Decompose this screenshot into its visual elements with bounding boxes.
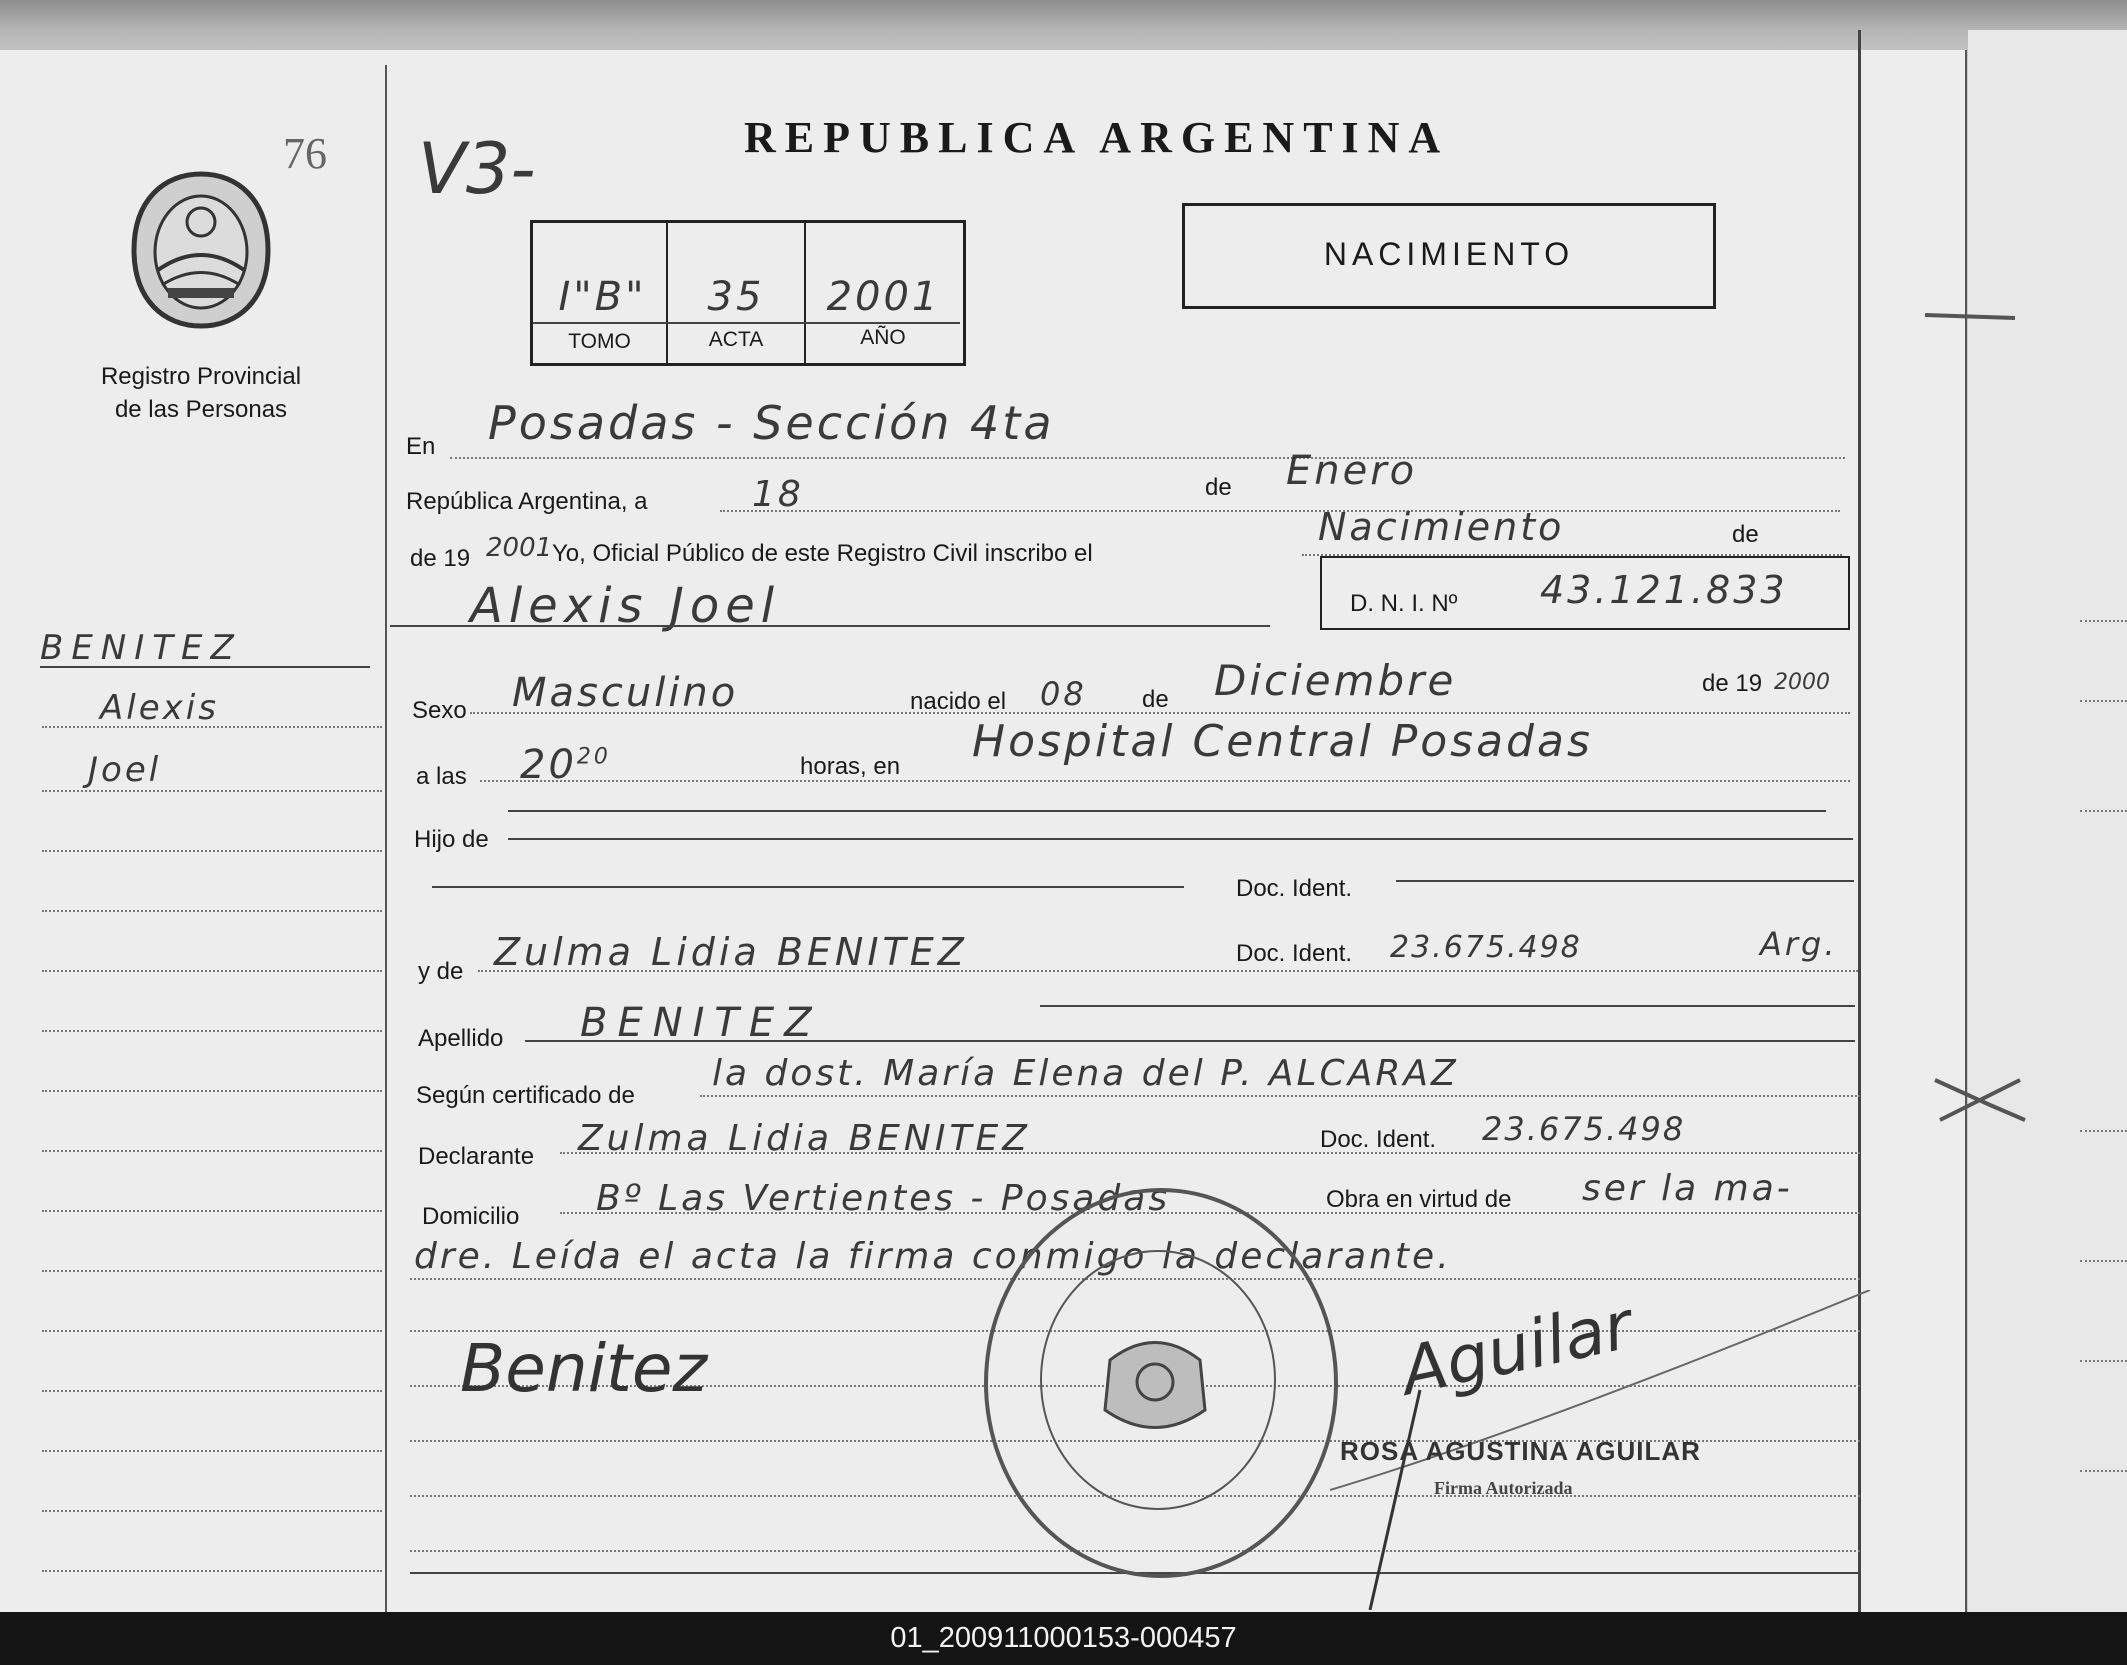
image-code: 01_200911000153-000457 (890, 1622, 1237, 1654)
mother-nationality: Arg. (1760, 925, 1838, 963)
apellido-value: BENITEZ (580, 1000, 822, 1046)
doc-ident-label-2: Doc. Ident. (1236, 940, 1353, 967)
form-line (478, 970, 1858, 972)
stub-line (42, 1210, 382, 1212)
declarante-value: Zulma Lidia BENITEZ (578, 1118, 1031, 1159)
obra-label: Obra en virtud de (1326, 1186, 1512, 1213)
month-value: Enero (1286, 448, 1418, 494)
next-page-line (2080, 620, 2127, 622)
sexo-label: Sexo (412, 697, 467, 724)
act-value: Nacimiento (1318, 505, 1565, 549)
mother-name: Zulma Lidia BENITEZ (494, 930, 968, 974)
form-line (508, 810, 1826, 812)
de-label-3: de (1142, 686, 1169, 713)
acta-value: 35 (707, 274, 765, 320)
form-line (432, 886, 1184, 888)
segun-label: Según certificado de (416, 1082, 635, 1109)
form-line (1396, 880, 1854, 882)
stub-line (42, 1030, 382, 1032)
hour-number: 20 (520, 742, 577, 788)
ano-label: AÑO (860, 326, 906, 349)
next-page-line (2080, 1470, 2127, 1472)
stub-line (42, 1510, 382, 1512)
dni-value: 43.121.833 (1540, 568, 1788, 612)
birth-place: Hospital Central Posadas (972, 716, 1593, 767)
registry-line-2: de las Personas (114, 396, 288, 423)
form-line (560, 1152, 1860, 1154)
stub-line (42, 1390, 382, 1392)
record-type: NACIMIENTO (1323, 236, 1575, 272)
day-value: 18 (752, 474, 804, 515)
acta-label: ACTA (708, 328, 764, 351)
sexo-value: Masculino (512, 670, 739, 716)
province-seal-icon (128, 170, 274, 330)
stamp-emblem-icon (1090, 1320, 1220, 1450)
republica-label: República Argentina, a (406, 488, 648, 515)
declarante-label: Declarante (418, 1143, 535, 1170)
continuation-text: dre. Leída el acta la firma conmigo la declarante. (414, 1236, 1452, 1277)
obra-value: ser la ma- (1582, 1168, 1793, 1209)
officer-text: Yo, Oficial Público de este Registro Civil inscribo el (552, 540, 1093, 567)
stub-line (42, 1090, 382, 1092)
officer-name: ROSA AGUSTINA AGUILAR (1340, 1436, 1701, 1466)
stub-line (40, 666, 370, 668)
birth-day: 08 (1040, 675, 1087, 713)
page-number: 76 (283, 129, 327, 178)
registry-name (86, 360, 316, 426)
country-title: REPUBLICA ARGENTINA (744, 113, 1450, 162)
form-line (390, 625, 1270, 627)
next-page-line (2080, 810, 2127, 812)
binding-thread-icon (1920, 300, 2020, 330)
form-line (450, 457, 1845, 459)
domicilio-label: Domicilio (422, 1203, 520, 1230)
next-page-line (2080, 1130, 2127, 1132)
domicilio-value: Bº Las Vertientes - Posadas (596, 1178, 1171, 1219)
declarant-signature: Benitez (460, 1330, 708, 1407)
de19-label: de 19 (1702, 670, 1763, 697)
nacido-label: nacido el (910, 688, 1007, 715)
stub-divider (385, 65, 387, 1612)
form-line (720, 510, 1840, 512)
stub-line (42, 1150, 382, 1152)
alas-label: a las (416, 763, 467, 790)
binding-thread-icon (1930, 1075, 2030, 1125)
place-value: Posadas - Sección 4ta (488, 396, 1055, 450)
form-line (470, 712, 1850, 714)
officer-signature: Aguilar (1394, 1286, 1639, 1411)
en-label: En (406, 433, 436, 460)
table-divider (533, 322, 960, 324)
mother-doc: 23.675.498 (1390, 930, 1582, 965)
form-line (525, 1040, 1855, 1042)
stub-line (42, 1330, 382, 1332)
image-caption-bar (0, 1612, 2127, 1665)
year-value: 2001 (486, 533, 553, 563)
form-line (480, 780, 1850, 782)
yde-label: y de (418, 958, 464, 985)
doc-ident-label-3: Doc. Ident. (1320, 1126, 1437, 1153)
stub-line (42, 1270, 382, 1272)
next-page-edge (1968, 30, 2127, 1612)
doc-ident-label: Doc. Ident. (1236, 875, 1353, 902)
de-label: de (1205, 474, 1232, 501)
birth-year: 2000 (1774, 670, 1830, 695)
next-page-line (2080, 1260, 2127, 1262)
form-line (700, 1095, 1860, 1097)
form-line (508, 838, 1853, 840)
de-year-label: de 19 (410, 545, 471, 572)
stub-line (42, 1570, 382, 1572)
stub-line (42, 790, 382, 792)
stub-given-1: Alexis (100, 688, 219, 728)
dni-label: D. N. I. Nº (1350, 590, 1458, 617)
stub-surname: BENITEZ (40, 628, 242, 668)
ano-value: 2001 (826, 274, 941, 320)
stub-given-2: Joel (88, 750, 162, 790)
stub-line (42, 850, 382, 852)
apellido-label: Apellido (418, 1025, 504, 1052)
tomo-value: I"B" (558, 274, 647, 320)
horas-label: horas, en (800, 753, 901, 780)
birth-month: Diciembre (1214, 656, 1457, 705)
officer-title: Firma Autorizada (1434, 1478, 1573, 1498)
hour-minutes: 20 (576, 744, 611, 770)
child-name: Alexis Joel (470, 578, 781, 634)
stub-line (42, 1450, 382, 1452)
stub-line (42, 970, 382, 972)
certificate-value: la dost. María Elena del P. ALCARAZ (712, 1053, 1459, 1094)
hijo-label: Hijo de (414, 826, 489, 853)
next-page-line (2080, 700, 2127, 702)
registry-line-1: Registro Provincial (100, 363, 302, 390)
handwritten-initials: V3- (418, 128, 536, 210)
de-label-2: de (1732, 521, 1759, 548)
tomo-label: TOMO (568, 330, 631, 353)
next-page-line (2080, 1360, 2127, 1362)
declarante-doc: 23.675.498 (1482, 1110, 1686, 1148)
form-line (1040, 1005, 1855, 1007)
stub-line (42, 910, 382, 912)
stub-line (42, 726, 382, 728)
